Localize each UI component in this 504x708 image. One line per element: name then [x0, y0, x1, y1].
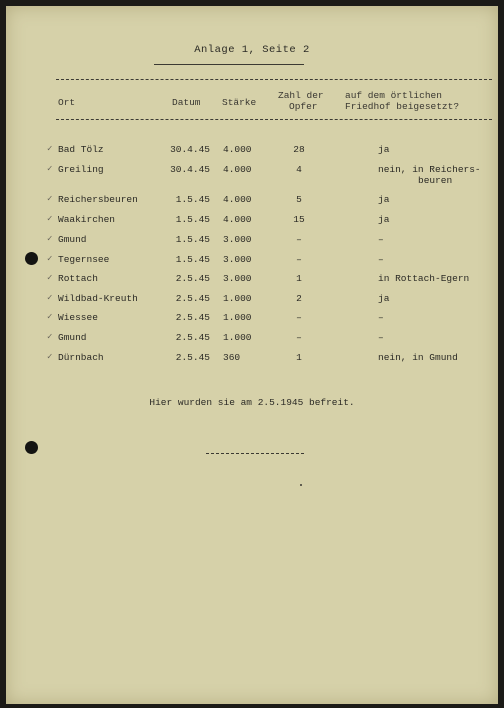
cell-datum: 2.5.45	[175, 352, 210, 363]
title-underline	[154, 64, 304, 65]
cell-staerke: 3.000	[223, 254, 252, 265]
cell-friedhof: –	[378, 254, 384, 265]
table-top-rule	[56, 79, 492, 80]
cell-friedhof: –	[378, 234, 384, 245]
checkmark-icon: ✓	[47, 312, 53, 322]
header-friedhof-line2: Friedhof beigesetzt?	[345, 101, 460, 112]
cell-datum: 1.5.45	[175, 234, 210, 245]
checkmark-icon: ✓	[47, 214, 53, 224]
header-ort: Ort	[58, 97, 76, 108]
cell-staerke: 3.000	[223, 234, 252, 245]
header-datum: Datum	[172, 97, 201, 108]
cell-staerke: 4.000	[223, 164, 252, 175]
table-row	[6, 352, 498, 366]
checkmark-icon: ✓	[47, 332, 53, 342]
cell-zahl: –	[296, 234, 302, 245]
cell-ort: Wiessee	[58, 312, 98, 323]
cell-staerke: 360	[223, 352, 241, 363]
punch-hole	[25, 441, 38, 454]
cell-zahl: 5	[296, 194, 302, 205]
cell-friedhof: ja	[378, 194, 390, 205]
header-zahl-line2: Opfer	[289, 101, 318, 112]
closing-rule	[206, 453, 304, 454]
cell-zahl: –	[296, 332, 302, 343]
cell-ort: Wildbad-Kreuth	[58, 293, 138, 304]
cell-friedhof: nein, in Gmund	[378, 352, 458, 363]
cell-staerke: 4.000	[223, 194, 252, 205]
table-row	[6, 293, 498, 307]
table-row	[6, 312, 498, 326]
checkmark-icon: ✓	[47, 144, 53, 154]
cell-ort: Waakirchen	[58, 214, 116, 225]
table-row	[6, 214, 498, 228]
cell-friedhof: –	[378, 332, 384, 343]
cell-datum: 2.5.45	[175, 332, 210, 343]
cell-ort: Bad Tölz	[58, 144, 104, 155]
header-friedhof-line1: auf dem örtlichen	[345, 90, 442, 101]
cell-datum: 1.5.45	[175, 214, 210, 225]
cell-ort: Reichersbeuren	[58, 194, 138, 205]
cell-zahl: 1	[296, 273, 302, 284]
cell-friedhof: ja	[378, 293, 390, 304]
cell-zahl: 28	[293, 144, 305, 155]
ink-speck	[300, 484, 302, 486]
table-row	[6, 332, 498, 346]
table-row	[6, 254, 498, 268]
cell-friedhof: –	[378, 312, 384, 323]
cell-ort: Rottach	[58, 273, 98, 284]
cell-friedhof-continued: beuren	[418, 175, 453, 186]
checkmark-icon: ✓	[47, 254, 53, 264]
checkmark-icon: ✓	[47, 164, 53, 174]
cell-datum: 2.5.45	[175, 273, 210, 284]
checkmark-icon: ✓	[47, 273, 53, 283]
cell-ort: Tegernsee	[58, 254, 110, 265]
cell-staerke: 1.000	[223, 332, 252, 343]
cell-zahl: –	[296, 312, 302, 323]
table-row	[6, 164, 498, 186]
checkmark-icon: ✓	[47, 293, 53, 303]
cell-zahl: 1	[296, 352, 302, 363]
cell-ort: Dürnbach	[58, 352, 104, 363]
page-title: Anlage 1, Seite 2	[194, 44, 310, 56]
cell-friedhof: ja	[378, 214, 390, 225]
cell-ort: Greiling	[58, 164, 104, 175]
cell-datum: 2.5.45	[175, 293, 210, 304]
cell-friedhof: in Rottach-Egern	[378, 273, 470, 284]
cell-staerke: 1.000	[223, 312, 252, 323]
footnote: Hier wurden sie am 2.5.1945 befreit.	[149, 397, 355, 408]
header-zahl-line1: Zahl der	[278, 90, 324, 101]
cell-zahl: 4	[296, 164, 302, 175]
table-row	[6, 144, 498, 158]
cell-friedhof: nein, in Reichers-	[378, 164, 481, 175]
cell-datum: 1.5.45	[175, 254, 210, 265]
cell-ort: Gmund	[58, 332, 87, 343]
cell-staerke: 4.000	[223, 214, 252, 225]
cell-staerke: 4.000	[223, 144, 252, 155]
document-page	[6, 6, 498, 704]
checkmark-icon: ✓	[47, 352, 53, 362]
cell-zahl: 15	[293, 214, 305, 225]
cell-staerke: 1.000	[223, 293, 252, 304]
cell-zahl: 2	[296, 293, 302, 304]
table-header-rule	[56, 119, 492, 120]
header-staerke: Stärke	[222, 97, 257, 108]
cell-datum: 30.4.45	[170, 144, 210, 155]
cell-ort: Gmund	[58, 234, 87, 245]
cell-friedhof: ja	[378, 144, 390, 155]
cell-datum: 30.4.45	[170, 164, 210, 175]
table-row	[6, 194, 498, 208]
cell-staerke: 3.000	[223, 273, 252, 284]
table-row	[6, 234, 498, 248]
checkmark-icon: ✓	[47, 234, 53, 244]
table-row	[6, 273, 498, 287]
cell-zahl: –	[296, 254, 302, 265]
cell-datum: 2.5.45	[175, 312, 210, 323]
cell-datum: 1.5.45	[175, 194, 210, 205]
checkmark-icon: ✓	[47, 194, 53, 204]
